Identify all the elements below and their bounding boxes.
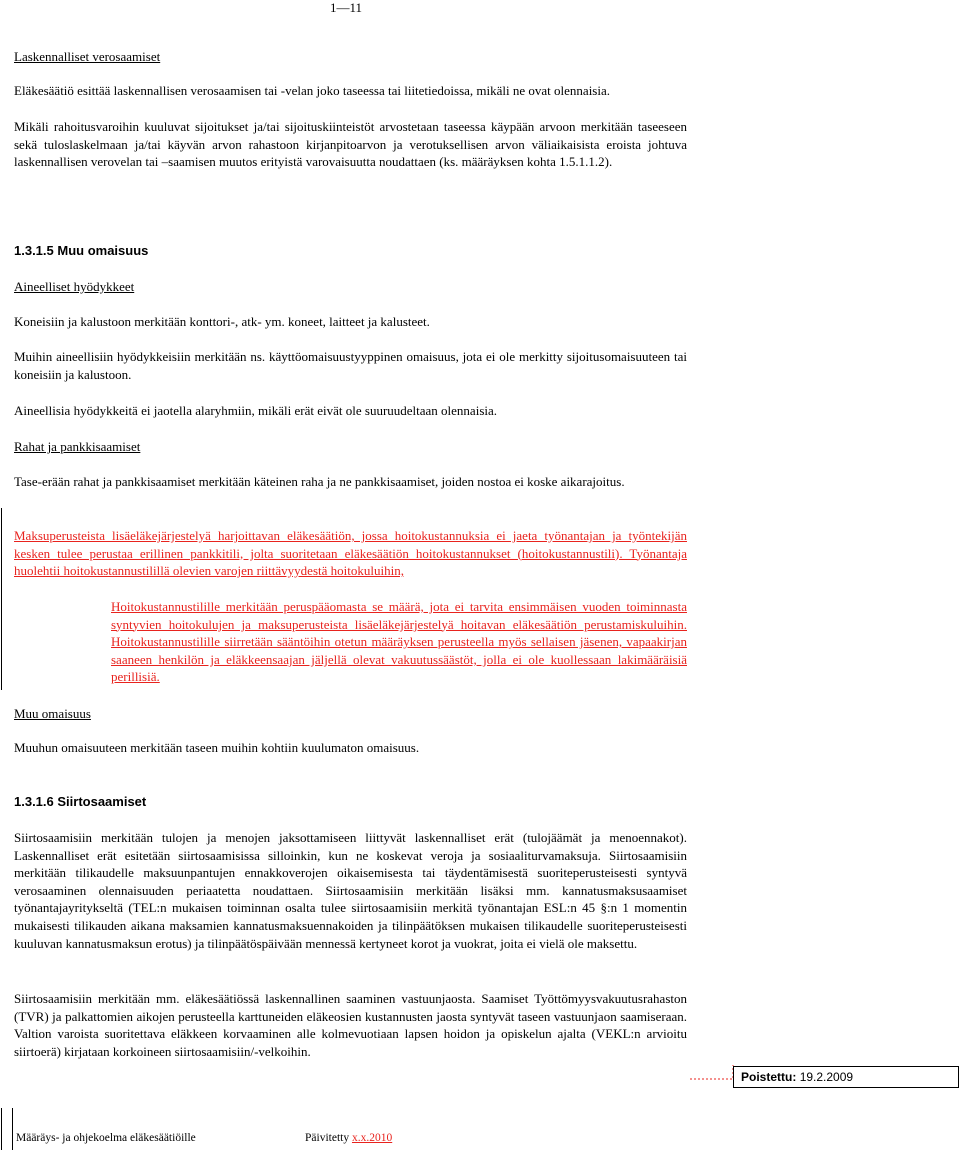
- heading-muu-omaisuus: Muu omaisuus: [14, 706, 91, 721]
- paragraph-muu-omaisuus: Muuhun omaisuuteen merkitään taseen muihin kohtiin kuulumaton omaisuus.: [14, 740, 420, 755]
- revision-comment-label: Poistettu:: [741, 1070, 797, 1084]
- paragraph-verosaamiset: Eläkesäätiö esittää laskennallisen verosaamisen tai -velan joko taseessa tai liitetiedoissa, mikäli ne ovat olennaisia.: [14, 83, 611, 98]
- footer-bar-left-inner: [12, 1108, 13, 1150]
- footer-left-text: Määräys- ja ohjekoelma eläkesäätiöille: [16, 1132, 196, 1144]
- section-heading-muu-omaisuus: 1.3.1.5 Muu omaisuus: [14, 243, 149, 258]
- section-heading-siirtosaamiset: 1.3.1.6 Siirtosaamiset: [14, 794, 147, 809]
- inserted-paragraph-hoitokustannustili: Maksuperusteista lisäeläkejärjestelyä harjoittavan eläkesäätiön, jossa hoitokustannuksia ei jaeta työnantajan ja työntekijän kesken tulee perustaa erillinen pankkitili, jolta suoritetaan eläkesäätiön hoitokustannukset (hoitokustannustili). Työnantaja huolehtii hoitokustannustilillä olevien varojen riittävyydestä hoitokuluihin,: [14, 528, 687, 579]
- revision-comment-box[interactable]: [733, 1066, 959, 1088]
- paragraph-rahat: Tase-erään rahat ja pankkisaamiset merkitään käteinen raha ja ne pankkisaamiset, joiden nostoa ei koske aikarajoitus.: [14, 474, 625, 489]
- page-number: 1—11: [330, 0, 363, 15]
- paragraph-rahoitusvarat: Mikäli rahoitusvaroihin kuuluvat sijoitukset ja/tai sijoituskiinteistöt arvostetaan taseessa käypään arvoon merkitään taseeseen sekä tuloslaskelmaan ja/tai käyvän arvon rahastoon kirjanpitoarvon ja verotuksellisen arvon väliaikaisista eroista johtuva laskennallisen verovelan tai –saamisen muutos erityistä varovaisuutta noudattaen (ks. määräyksen kohta 1.5.1.1.2).: [14, 119, 687, 170]
- footer-bar-left: [1, 1108, 2, 1150]
- comment-connector-line: [690, 1060, 735, 1080]
- change-bar: [1, 508, 2, 690]
- heading-laskennalliset-verosaamiset: Laskennalliset verosaamiset: [14, 49, 161, 64]
- paragraph-siirtosaamiset-2: Siirtosaamisiin merkitään mm. eläkesäätiössä laskennallinen saaminen vastuunjaosta. Saamiset Työttömyysvakuutusrahaston (TVR) ja palkattomien aikojen perusteella karttuneiden eläkeosien kustannusten jaosta syntyvät taseen vastuunjaon saamiseraan. Valtion varoista suoritettava eläkkeen korvaaminen alle kolmevuotiaan lapsen hoidon ja opiskelun ajalta (VEKL:n arvioitu siirtoerä) kirjataan korkoineen siirtosaamisiin/-velkoihin.: [14, 991, 687, 1059]
- footer-updated-label: Päivitetty: [305, 1132, 350, 1144]
- inserted-paragraph-peruspaaoma: Hoitokustannustilille merkitään peruspääomasta se määrä, jota ei tarvita ensimmäisen vuoden toiminnasta syntyvien hoitokulujen ja maksuperusteista lisäeläkejärjestelyä hoitavan eläkesäätiön perustamiskuluihin. Hoitokustannustilille siirretään sääntöihin otetun määräyksen perusteella myös sellaisen jäsenen, vapaakirjan saaneen henkilön ja eläkkeensaajan jäljellä olevat vakuutussäästöt, jolla ei ole kuollessaan lakimääräisiä perillisiä.: [111, 599, 687, 685]
- footer-updated-value: x.x.2010: [351, 1132, 393, 1144]
- paragraph-siirtosaamiset-1: Siirtosaamisiin merkitään tulojen ja menojen jaksottamiseen liittyvät laskennalliset erät (tulojäämät ja menoennakot). Laskennalliset erät esitetään siirtosaamisissa silloinkin, kun ne koskevat veroja ja sosiaaliturvamaksuja. Siirtosaamisiin merkitään tilikaudelle maksuunpantujen ennakkoverojen oikaisemisesta tai täydentämisestä suoriteperusteisesti syntyvä verosaaminen olennaisuuden periaatetta noudattaen. Siirtosaamisiin merkitään lisäksi mm. kannatusmaksusaamiset työnantajayritykseltä (TEL:n mukaisen toiminnan osalta tulee siirtosaamisiin merkitä työnantajan ESL:n 45 §:n 1 momentin mukaisesti tilikauden aikana maksamien kannatusmaksuennakoiden ja tilinpäätöksen mukaisen tilikaudelle suoriteperusteisesti kuuluvan kannatusmaksun erotus) ja tilinpäätöspäivään mennessä kertyneet korot ja vuokrat, joita ei vielä ole maksettu.: [14, 830, 687, 951]
- heading-rahat-pankkisaamiset: Rahat ja pankkisaamiset: [14, 439, 141, 454]
- heading-aineelliset-hyodykkeet: Aineelliset hyödykkeet: [14, 279, 135, 294]
- revision-comment-date: 19.2.2009: [799, 1070, 854, 1084]
- footer-updated: [305, 1130, 392, 1148]
- paragraph-alaryhmat: Aineellisia hyödykkeitä ei jaotella alaryhmiin, mikäli erät eivät ole suuruudeltaan olennaisia.: [14, 403, 498, 418]
- paragraph-koneet-kalusto: Koneisiin ja kalustoon merkitään konttori-, atk- ym. koneet, laitteet ja kalusteet.: [14, 314, 430, 329]
- paragraph-muut-aineelliset: Muihin aineellisiin hyödykkeisiin merkitään ns. käyttöomaisuustyyppinen omaisuus, jota ei ole merkitty sijoitusomaisuuteen tai koneisiin ja kalustoon.: [14, 349, 687, 382]
